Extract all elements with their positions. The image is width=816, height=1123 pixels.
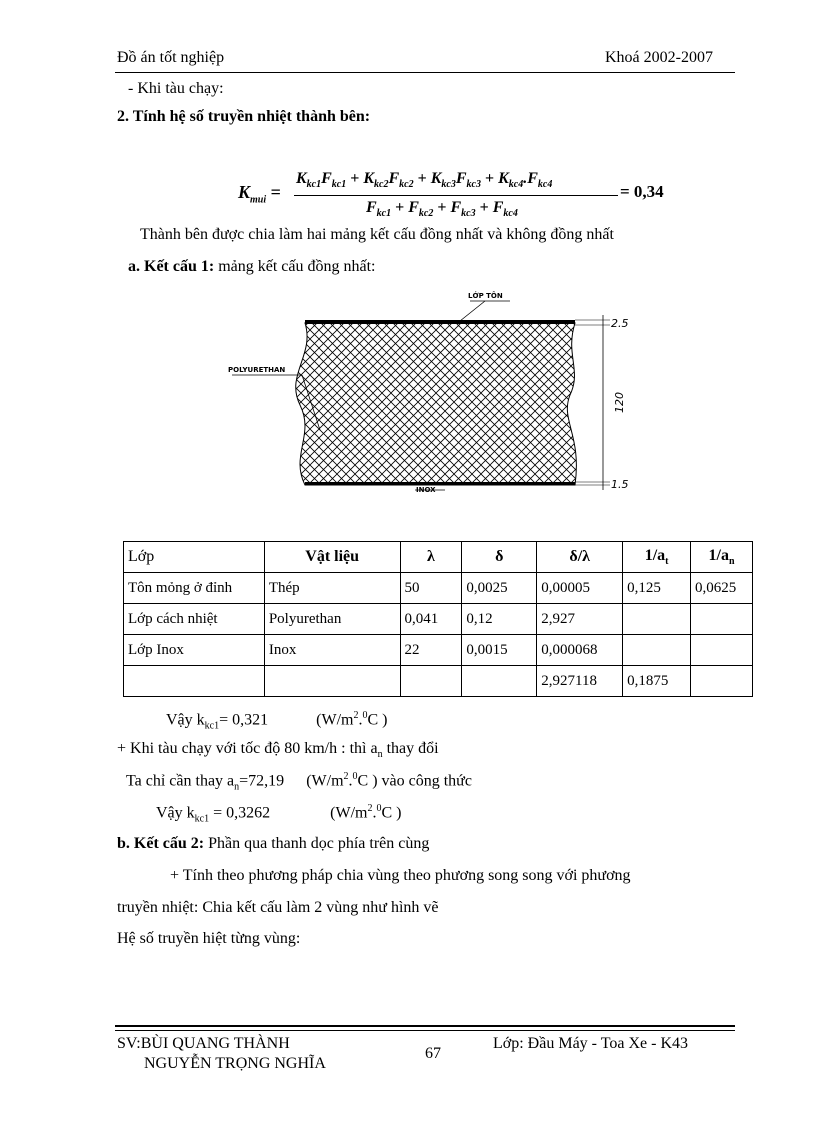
dim-top: 2.5 xyxy=(611,317,629,330)
formula-f-term: $F_{kc4}$ xyxy=(492,199,518,220)
subsection-b-label: b. Kết cấu 2: xyxy=(117,835,205,852)
table-row xyxy=(124,604,753,635)
table-cell: 0,0015 xyxy=(462,635,537,666)
header-rule xyxy=(115,72,735,73)
formula-lhs-sub: mui xyxy=(250,194,267,206)
label-bottom: INOX xyxy=(416,486,436,494)
subsection-b xyxy=(117,835,429,853)
formula-numerator: $K_{kc1}F_{kc1} + K_{kc2}F_{kc2} + K_{kc3}F_{kc3} + K_{kc4}.F_{kc4}$ xyxy=(296,170,553,191)
footer-class: Lớp: Đầu Máy - Toa Xe - K43 xyxy=(493,1035,688,1052)
formula-f-term: $F_{kc3}$ xyxy=(450,199,476,220)
table-row xyxy=(124,666,753,697)
formula-lhs: $K_{mui}$ = xyxy=(238,182,281,206)
table-cell xyxy=(691,666,753,697)
subsection-b-text: Phần qua thanh dọc phía trên cùng xyxy=(204,835,430,852)
layer-table xyxy=(123,541,753,697)
footer-student-1: SV:BÙI QUANG THÀNH xyxy=(117,1035,290,1052)
subsection-a-text: mảng kết cấu đồng nhất: xyxy=(214,258,376,275)
table-cell: Lớp Inox xyxy=(124,635,265,666)
formula-result: = 0,34 xyxy=(620,182,664,201)
header-title: Đồ án tốt nghiệp xyxy=(117,49,225,66)
th-delta: δ xyxy=(462,542,537,573)
table-cell: 2,927 xyxy=(537,604,623,635)
formula-k-term: $K_{kc4}$ xyxy=(498,170,524,191)
table-cell: 0,125 xyxy=(623,573,691,604)
formula-f-term: $F_{kc3}$ xyxy=(455,170,481,191)
table-row xyxy=(124,635,753,666)
table-cell: 50 xyxy=(400,573,462,604)
table-row xyxy=(124,573,753,604)
table-cell: 0,00005 xyxy=(537,573,623,604)
method-line-1: + Tính theo phương pháp chia vùng theo phương song song với phương xyxy=(170,867,631,884)
leader-top xyxy=(460,301,485,321)
steel-sheet-layer xyxy=(305,320,575,324)
section-title: 2. Tính hệ số truyền nhiệt thành bên: xyxy=(117,108,371,125)
table-cell: Polyurethan xyxy=(264,604,400,635)
subsection-a xyxy=(128,258,376,276)
formula-denominator: $F_{kc1} + F_{kc2} + F_{kc3} + F_{kc4}$ xyxy=(366,199,518,220)
th-layer: Lớp xyxy=(124,542,265,573)
th-lambda: λ xyxy=(400,542,462,573)
dim-bottom: 1.5 xyxy=(611,478,629,491)
ship-running-line: - Khi tàu chạy: xyxy=(128,80,224,97)
result-kc1: Vậy $k_{kc1}= 0,321$ ($W/m^2.^0C$ ) xyxy=(166,710,388,732)
formula-k-term: $K_{kc3}$ xyxy=(430,170,456,191)
th-inv-at: $1/a_t$ xyxy=(623,542,691,573)
speed-change-line: + Khi tàu chạy với tốc độ 80 km/h : thì $a_n$ thay đổi xyxy=(117,740,439,761)
table-cell: 22 xyxy=(400,635,462,666)
formula-f-term: $F_{kc2}$ xyxy=(408,199,434,220)
th-material: Vật liệu xyxy=(264,542,400,573)
polyurethan-layer xyxy=(296,323,577,485)
table-cell xyxy=(623,604,691,635)
table-cell: Inox xyxy=(264,635,400,666)
formula-f-term: $F_{kc2}$ xyxy=(388,170,414,191)
division-paragraph: Thành bên được chia làm hai mảng kết cấu đồng nhất và không đồng nhất xyxy=(140,226,614,243)
table-cell xyxy=(623,635,691,666)
formula-lhs-symbol: K xyxy=(238,182,251,202)
table-cell: Thép xyxy=(264,573,400,604)
th-inv-an: $1/a_n$ xyxy=(691,542,753,573)
page-number: 67 xyxy=(425,1045,441,1062)
table-cell xyxy=(264,666,400,697)
table-cell: 0,0025 xyxy=(462,573,537,604)
footer-rule-thick xyxy=(115,1025,735,1027)
layer-structure-diagram xyxy=(220,285,640,495)
table-cell xyxy=(400,666,462,697)
header-course: Khoá 2002-2007 xyxy=(605,49,713,66)
footer-student-2: NGUYỄN TRỌNG NGHĨA xyxy=(144,1055,326,1072)
table-cell: 0,000068 xyxy=(537,635,623,666)
table-cell xyxy=(691,635,753,666)
table-cell: 0,041 xyxy=(400,604,462,635)
label-left: POLYURETHAN xyxy=(228,366,286,374)
formula-fraction-bar xyxy=(294,195,618,196)
table-header-row xyxy=(124,542,753,573)
formula-f-term: $.F_{kc4}$ xyxy=(523,170,553,191)
table-cell xyxy=(691,604,753,635)
table-cell: Tôn mỏng ở đỉnh xyxy=(124,573,265,604)
table-cell: 0,0625 xyxy=(691,573,753,604)
th-delta-lambda: δ/λ xyxy=(537,542,623,573)
table-cell: Lớp cách nhiệt xyxy=(124,604,265,635)
table-cell: 0,12 xyxy=(462,604,537,635)
subsection-a-label: a. Kết cấu 1: xyxy=(128,258,215,275)
table-cell: 0,1875 xyxy=(623,666,691,697)
formula-k-term: $K_{kc1}$ xyxy=(296,170,322,191)
method-line-2: truyền nhiệt: Chia kết cấu làm 2 vùng như hình vẽ xyxy=(117,899,439,916)
formula-f-term: $F_{kc1}$ xyxy=(366,199,392,220)
inox-layer xyxy=(305,482,575,485)
table-cell: 2,927118 xyxy=(537,666,623,697)
zone-coefficient-line: Hệ số truyền hiệt từng vùng: xyxy=(117,930,301,947)
table-cell xyxy=(462,666,537,697)
label-top: LỚP TÔN xyxy=(468,292,503,300)
formula-k-term: $K_{kc2}$ xyxy=(363,170,389,191)
formula-f-term: $F_{kc1}$ xyxy=(321,170,347,191)
replace-line: Ta chỉ cần thay $a_n=72,19$ ($W/m^2.^0C$ ) vào công thức xyxy=(126,771,472,793)
footer-rule-thin xyxy=(115,1030,735,1031)
dim-mid: 120 xyxy=(613,392,626,413)
table-cell xyxy=(124,666,265,697)
result-kc1-updated: Vậy $k_{kc1} = 0,3262$ ($W/m^2.^0C$ ) xyxy=(156,803,402,825)
